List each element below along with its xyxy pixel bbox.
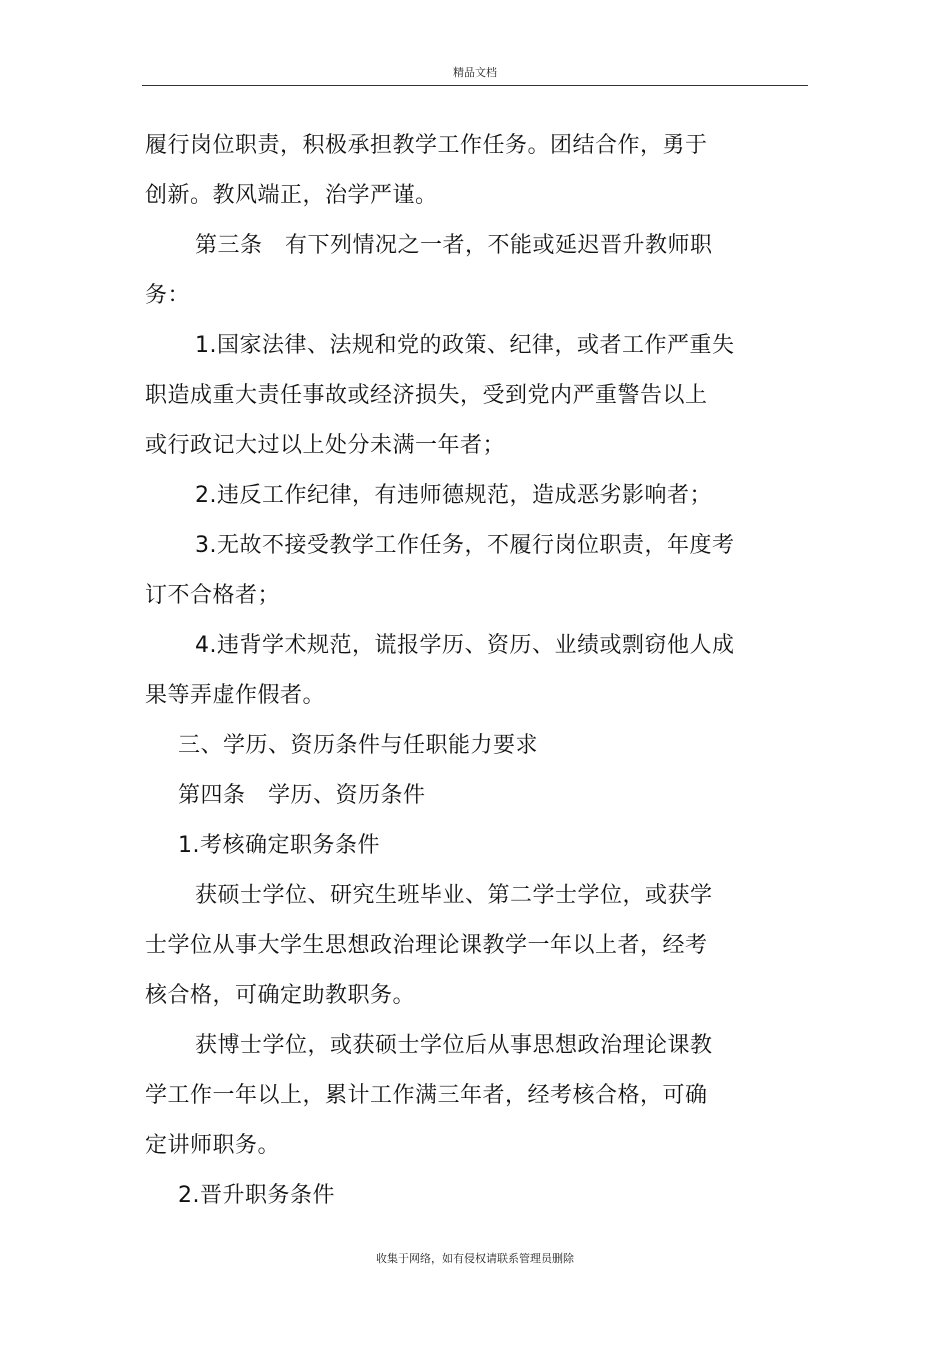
body-line-10: 订不合格者；	[145, 583, 281, 608]
body-line-6: 职造成重大责任事故或经济损失，受到党内严重警告以上	[145, 383, 708, 408]
body-line-18: 核合格，可确定助教职务。	[145, 983, 416, 1008]
body-line-7: 或行政记大过以上处分未满一年者；	[145, 433, 506, 458]
body-line-19: 获博士学位，或获硕士学位后从事思想政治理论课教	[195, 1033, 713, 1058]
body-line-16: 获硕士学位、研究生班毕业、第二学士学位，或获学	[195, 883, 713, 908]
body-line-22: 2.晋升职务条件	[178, 1183, 335, 1208]
body-line-1: 履行岗位职责，积极承担教学工作任务。团结合作，勇于	[145, 133, 708, 158]
body-line-11: 4.违背学术规范，谎报学历、资历、业绩或剽窃他人成	[195, 633, 735, 658]
body-line-20: 学工作一年以上，累计工作满三年者，经考核合格，可确	[145, 1083, 708, 1108]
page-footer: 收集于网络，如有侵权请联系管理员删除	[376, 1252, 574, 1265]
body-line-13: 三、学历、资历条件与任职能力要求	[178, 733, 539, 758]
body-line-4: 务：	[145, 283, 191, 308]
body-line-3: 第三条 有下列情况之一者，不能或延迟晋升教师职	[195, 233, 713, 258]
body-line-21: 定讲师职务。	[145, 1133, 281, 1158]
body-line-12: 果等弄虚作假者。	[145, 683, 326, 708]
body-line-14: 第四条 学历、资历条件	[178, 783, 426, 808]
body-line-8: 2.违反工作纪律，有违师德规范，造成恶劣影响者；	[195, 483, 712, 508]
body-line-9: 3.无故不接受教学工作任务，不履行岗位职责，年度考	[195, 533, 735, 558]
page-header: 精品文档	[453, 66, 497, 79]
header-divider	[142, 85, 808, 86]
body-line-15: 1.考核确定职务条件	[178, 833, 380, 858]
body-line-2: 创新。教风端正，治学严谨。	[145, 183, 438, 208]
body-line-5: 1.国家法律、法规和党的政策、纪律，或者工作严重失	[195, 333, 735, 358]
body-line-17: 士学位从事大学生思想政治理论课教学一年以上者，经考	[145, 933, 708, 958]
